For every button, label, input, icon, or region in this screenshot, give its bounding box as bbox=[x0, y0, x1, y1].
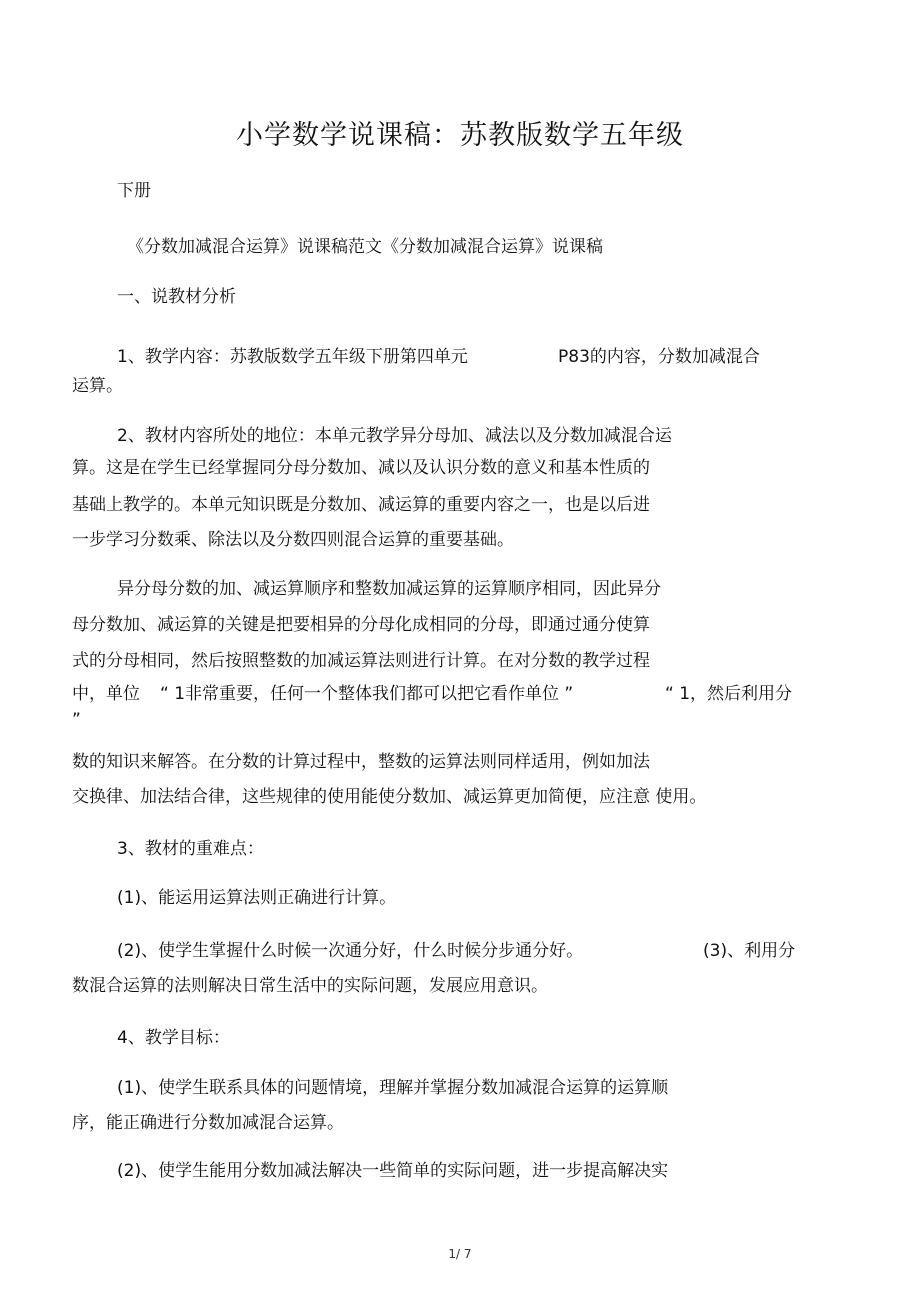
para3-line2: 母分数加、减运算的关键是把要相异的分母化成相同的分母，即通过通分使算 bbox=[72, 615, 650, 635]
para3-line5: 数的知识来解答。在分数的计算过程中，整数的运算法则同样适用，例如加法 bbox=[72, 752, 650, 772]
item3-point2: (2)、使学生掌握什么时候一次通分好，什么时候分步通分好。 bbox=[117, 941, 584, 961]
item1-line2: 运算。 bbox=[72, 376, 123, 396]
item1-line1a: 1、教学内容：苏教版数学五年级下册第四单元 bbox=[117, 347, 468, 367]
para3-line4c: “ 1，然后利用分 bbox=[665, 684, 793, 704]
para3-closing-quote: ” bbox=[72, 710, 81, 730]
page-number: 1/ 7 bbox=[448, 1247, 472, 1261]
item1-line1b: P83的内容，分数加减混合 bbox=[558, 347, 760, 367]
item3-point1: (1)、能运用运算法则正确进行计算。 bbox=[117, 888, 397, 908]
item2-line4: 一步学习分数乘、除法以及分数四则混合运算的重要基础。 bbox=[72, 530, 514, 550]
item2-line1: 2、教材内容所处的地位：本单元教学异分母加、减法以及分数加减混合运 bbox=[117, 426, 672, 446]
item4-point1-line2: 序，能正确进行分数加减混合运算。 bbox=[72, 1113, 344, 1133]
document-title: 小学数学说课稿：苏教版数学五年级 bbox=[236, 120, 684, 151]
para3-line3: 式的分母相同，然后按照整数的加减运算法则进行计算。在对分数的教学过程 bbox=[72, 651, 650, 671]
para3-line6: 交换律、加法结合律，这些规律的使用能使分数加、减运算更加简便，应注意 使用。 bbox=[72, 787, 707, 807]
para3-line4b: “ 1非常重要，任何一个整体我们都可以把它看作单位 ” bbox=[160, 684, 574, 704]
section-heading-1: 一、说教材分析 bbox=[117, 287, 236, 307]
item4-point2-line1: (2)、使学生能用分数加减法解决一些简单的实际问题，进一步提高解决实 bbox=[117, 1161, 669, 1181]
para3-line1: 异分母分数的加、减运算顺序和整数加减运算的运算顺序相同，因此异分 bbox=[117, 579, 661, 599]
item3-point3-cont: 数混合运算的法则解决日常生活中的实际问题，发展应用意识。 bbox=[72, 976, 548, 996]
item3-heading: 3、教材的重难点： bbox=[117, 839, 264, 859]
item2-line2: 算。这是在学生已经掌握同分母分数加、减以及认识分数的意义和基本性质的 bbox=[72, 458, 650, 478]
para3-line4a: 中，单位 bbox=[72, 684, 140, 704]
item3-point3-start: (3)、利用分 bbox=[703, 941, 796, 961]
item4-heading: 4、教学目标： bbox=[117, 1028, 230, 1048]
heading-line: 《分数加减混合运算》说课稿范文《分数加减混合运算》说课稿 bbox=[127, 237, 603, 257]
subtitle: 下册 bbox=[117, 181, 151, 201]
item4-point1-line1: (1)、使学生联系具体的问题情境，理解并掌握分数加减混合运算的运算顺 bbox=[117, 1078, 669, 1098]
item2-line3: 基础上教学的。本单元知识既是分数加、减运算的重要内容之一，也是以后进 bbox=[72, 495, 650, 515]
